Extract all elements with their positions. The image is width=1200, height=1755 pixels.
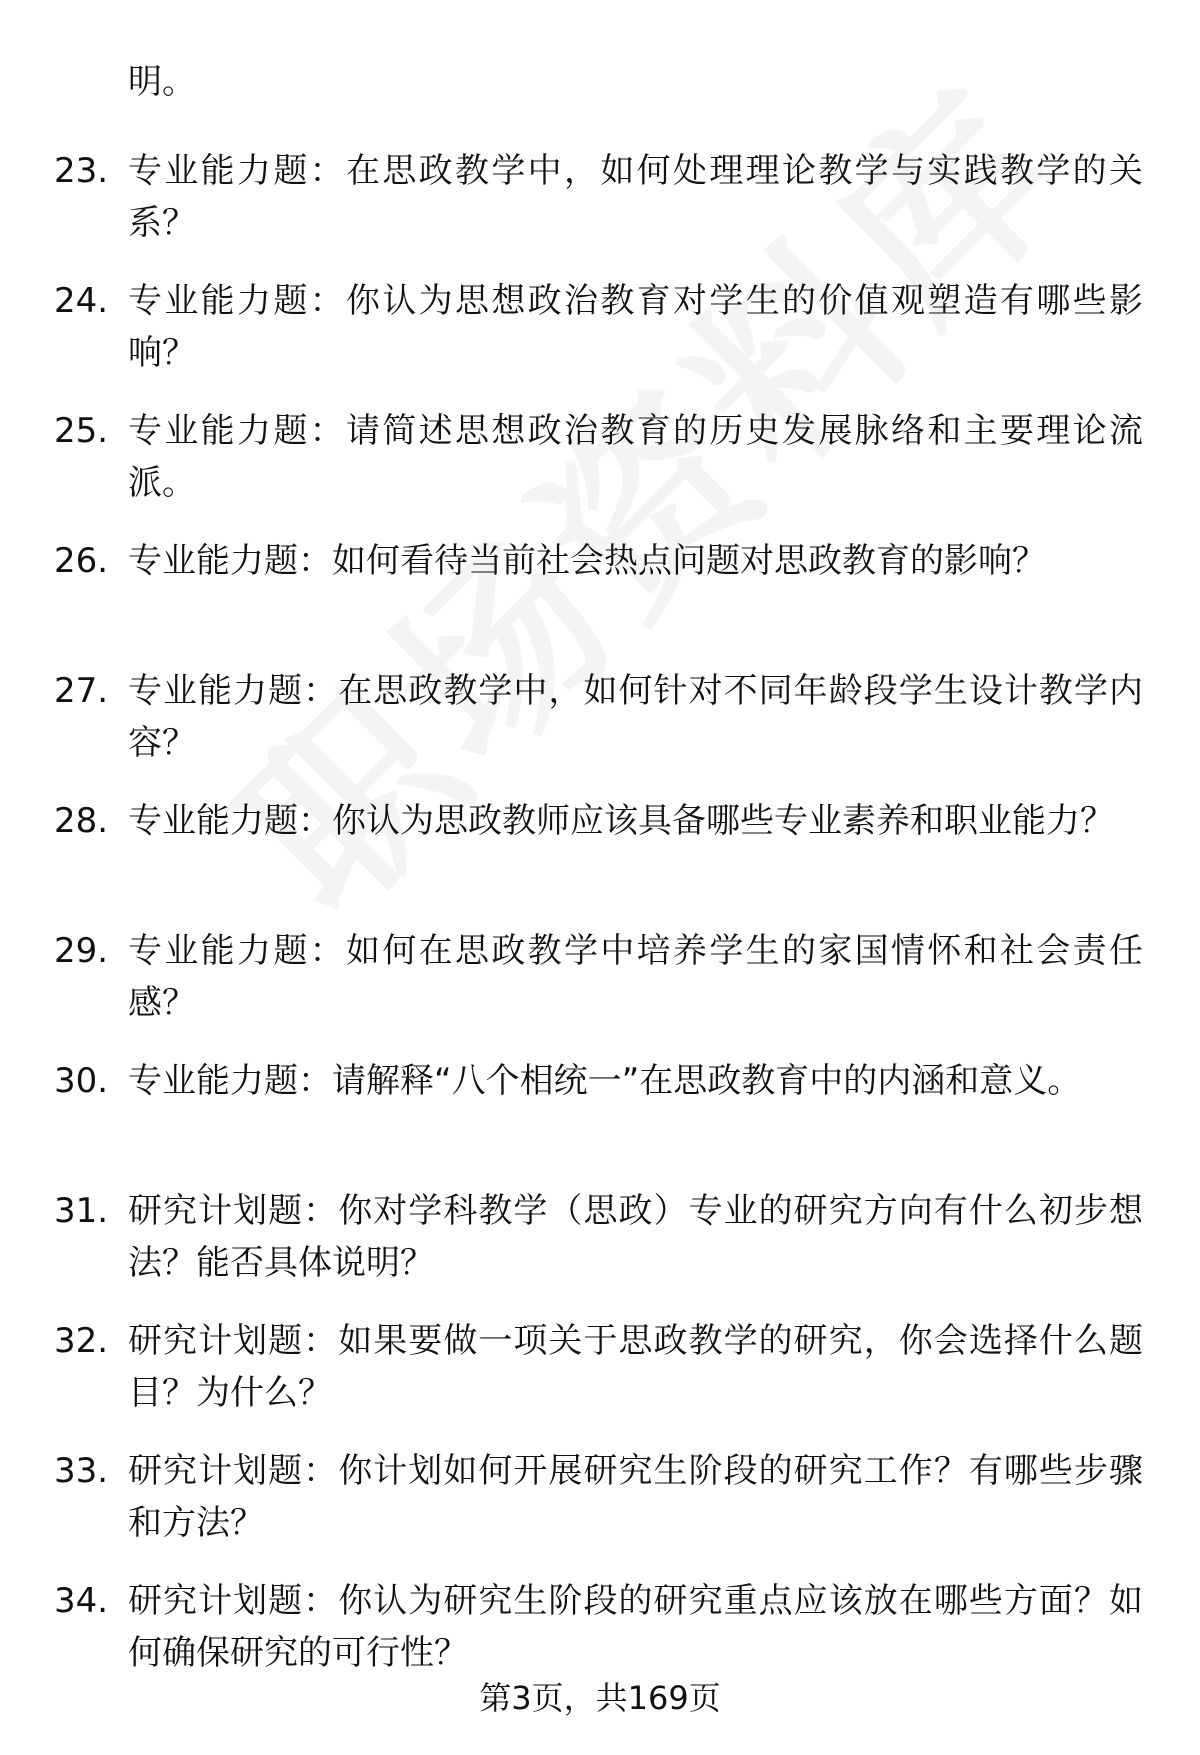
question-text: 专业能力题：在思政教学中，如何处理理论教学与实践教学的关系？ [128, 151, 1143, 243]
question-text: 专业能力题：在思政教学中，如何针对不同年龄段学生设计教学内容？ [128, 671, 1143, 763]
question-text: 研究计划题：你计划如何开展研究生阶段的研究工作？有哪些步骤和方法？ [128, 1451, 1143, 1543]
question-item [0, 275, 1200, 405]
question-item [0, 145, 1200, 275]
question-number: 29. [54, 931, 109, 971]
question-number: 23. [54, 151, 109, 191]
question-number: 31. [54, 1191, 109, 1231]
continued-text: 明。 [128, 62, 196, 102]
question-number: 32. [54, 1321, 109, 1361]
question-text: 专业能力题：请解释“八个相统一”在思政教育中的内涵和意义。 [128, 1061, 1082, 1101]
question-item [0, 535, 1200, 665]
question-number: 28. [54, 801, 109, 841]
question-text: 研究计划题：你认为研究生阶段的研究重点应该放在哪些方面？如何确保研究的可行性？ [128, 1581, 1143, 1673]
question-item [0, 1315, 1200, 1445]
question-item [0, 795, 1200, 925]
question-number: 24. [54, 281, 109, 321]
page-footer: 第3页，共169页 [479, 1679, 721, 1717]
question-number: 33. [54, 1451, 109, 1491]
question-text: 专业能力题：你认为思政教师应该具备哪些专业素养和职业能力？ [128, 801, 1114, 841]
question-item [0, 1055, 1200, 1185]
question-number: 27. [54, 671, 109, 711]
question-item [0, 1185, 1200, 1315]
question-item [0, 1445, 1200, 1575]
question-item [0, 405, 1200, 535]
question-text: 研究计划题：你对学科教学（思政）专业的研究方向有什么初步想法？能否具体说明？ [128, 1191, 1143, 1283]
question-text: 专业能力题：如何看待当前社会热点问题对思政教育的影响？ [128, 541, 1046, 581]
question-list [0, 145, 1200, 1705]
question-number: 25. [54, 411, 109, 451]
question-number: 34. [54, 1581, 109, 1621]
question-number: 30. [54, 1061, 109, 1101]
question-text: 专业能力题：你认为思想政治教育对学生的价值观塑造有哪些影响？ [128, 281, 1143, 373]
question-text: 研究计划题：如果要做一项关于思政教学的研究，你会选择什么题目？为什么？ [128, 1321, 1143, 1413]
question-text: 专业能力题：请简述思想政治教育的历史发展脉络和主要理论流派。 [128, 411, 1143, 503]
question-text: 专业能力题：如何在思政教学中培养学生的家国情怀和社会责任感？ [128, 931, 1143, 1023]
question-number: 26. [54, 541, 109, 581]
question-item [0, 925, 1200, 1055]
question-item [0, 665, 1200, 795]
